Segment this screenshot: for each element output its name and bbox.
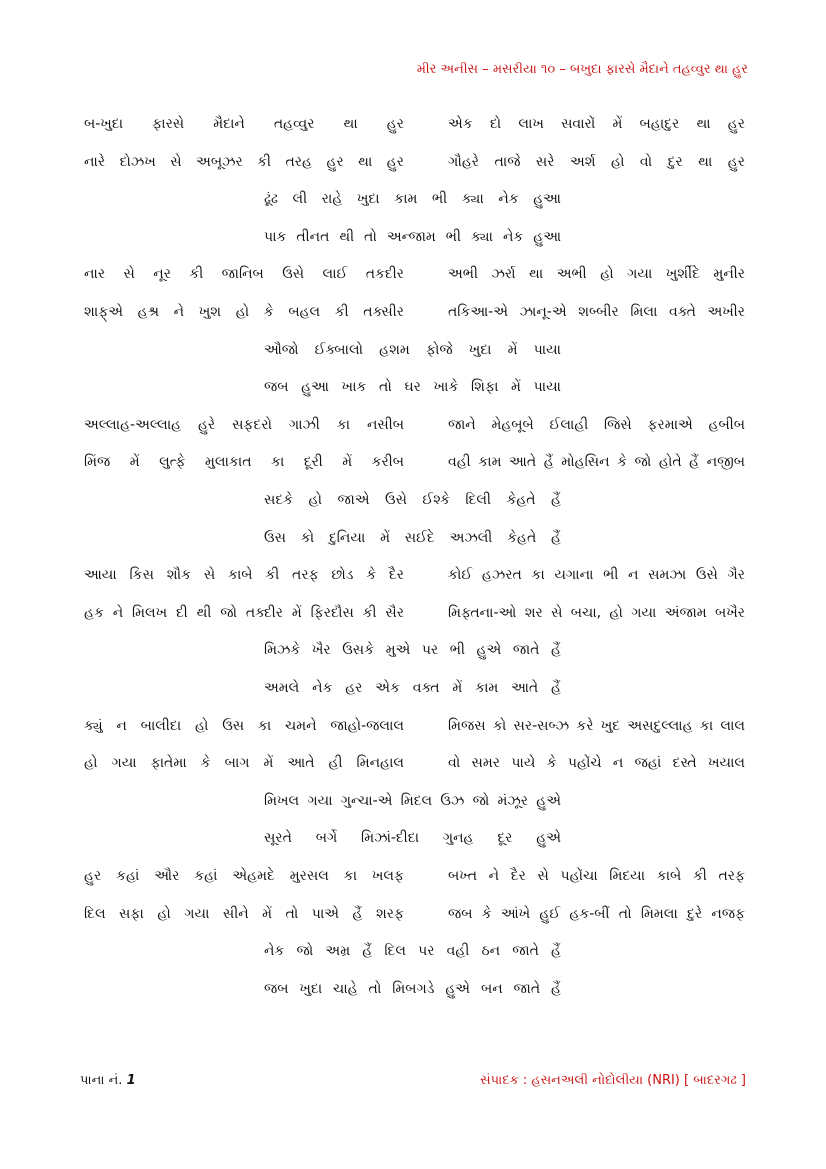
verse-right: એક દો લાખ સવારોં મેં બહાદુર થા હુર [448, 116, 745, 132]
verse-left: હો ગયા ફાતેમા કે બાગ મેં આતે હી મિનહાલ [84, 755, 404, 772]
couplet-row [0, 906, 826, 930]
refrain-row [0, 379, 826, 403]
verse-left: મિંજ મેં લુત્ફે મુલાકાત કા દૂરી મેં કરીબ [84, 454, 404, 471]
refrain-row [0, 191, 826, 215]
refrain-row [0, 229, 826, 253]
verse-center: અમલે નેક હર એક વક્ત મેં કામ આતે હૈં [264, 680, 561, 696]
verse-center: પાક તીનત થી તો અન્જામ ભી ક્યા નેક હુઆ [264, 228, 561, 245]
page-label: પાના નં. [80, 1073, 123, 1088]
refrain-row [0, 981, 826, 1005]
couplet-row [0, 567, 826, 591]
verse-left: આયા કિસ શૌક સે કાબે કી તરફ છોડ કે દૈર [84, 567, 404, 584]
verse-right: બખ્ત ને દૈર સે પહોંચા મિદયા કાબે કી તરફ [448, 868, 745, 884]
verse-center: જબ ખુદા ચાહે તો મિબગડે હુએ બન જાતે હૈં [264, 980, 561, 997]
couplet-row [0, 718, 826, 742]
editor-credit: સંપાદક : હસનઅલી નોદોલીયા (NRI) [ બાદરગઢ ] [480, 1073, 746, 1088]
refrain-row [0, 793, 826, 817]
verse-right: મિફ્તના-ઓ શર સે બચા, હો ગયા અંજામ બખૈર [448, 604, 745, 621]
refrain-row [0, 642, 826, 666]
verse-left: હક ને મિલખ દી થી જો તક્દીર મેં ફિરદૌસ કી સૈર [84, 604, 404, 621]
verse-center: નેક જો અમ્ર હૈં દિલ પર વહી ઠન જાતે હૈં [264, 943, 561, 960]
refrain-row [0, 943, 826, 967]
verse-left: અલ્લાહ-અલ્લાહ હુરે સફદરો ગાઝી કા નસીબ [84, 416, 404, 433]
refrain-row [0, 342, 826, 366]
verse-center: સદકે હો જાએ ઉસે ઈશ્કે દિલી કેહતે હૈં [264, 492, 561, 508]
verse-center: જબ હુઆ ખાક તો ઘર ખાકે શિફા મેં પાયા [264, 379, 561, 396]
couplet-row [0, 417, 826, 441]
verse-center: ઉસ કો દુનિયા મેં સઈદે અઝલી કેહતે હૈં [264, 529, 561, 546]
verse-center: ઢૂંઢ લી રાહે ખુદા કામ ભી ક્યા નેક હુઆ [264, 191, 561, 208]
page-header: મીર અનીસ – મસરીયા ૧૦ – બખુદા ફારસે મૈદાને તહવ્વુર થા હુર [416, 62, 748, 77]
couplet-row [0, 116, 826, 140]
verse-left: દિલ સફા હો ગયા સીને મેં તો પાએ હૈં શરફ [84, 905, 404, 922]
verse-right: વહી કામ આતે હૈં મોહસિન કે જો હોતે હૈં નજીબ [448, 454, 745, 471]
couplet-row [0, 605, 826, 629]
refrain-row [0, 830, 826, 854]
couplet-row [0, 154, 826, 178]
page-number-label [80, 1073, 136, 1088]
verse-right: કોઈ હઝરત કા યગાના ભી ન સમઝા ઉસે ગૈર [448, 567, 745, 584]
refrain-row [0, 530, 826, 554]
verse-right: અભી ઝર્રા થા અભી હો ગયા ખુર્શીદે મુનીર [448, 266, 745, 283]
verse-left: હુર કહાં ઔર કહાં એહમદે મુરસલ કા ખલફ [84, 868, 404, 884]
verse-right: જબ કે આંખે હુઈ હક-બીં તો મિમલા દુરે નજફ [448, 905, 745, 922]
couplet-row [0, 266, 826, 290]
verse-right: તકિઆ-એ ઝાનૂ-એ શબ્બીર મિલા વક્તે અખીર [448, 304, 745, 320]
couplet-row [0, 304, 826, 328]
refrain-row [0, 492, 826, 516]
verse-center: મિખલ ગયા ગુન્ચા-એ મિદલ ઉઝ જો મંઝૂર હુએ [264, 792, 561, 809]
verse-left: શાફ્એ હશ્ર ને ખુશ હો કે બહલ કી તક્સીર [84, 304, 404, 320]
couplet-row [0, 454, 826, 478]
couplet-row [0, 755, 826, 779]
verse-left: નાર સે નૂર કી જાનિબ ઉસે લાઈ તકદીર [84, 266, 404, 283]
verse-left: બ-ખુદા ફારસે મૈદાને તહવ્વુર થા હુર [84, 116, 404, 132]
couplet-row [0, 868, 826, 892]
verse-right: ગૌહરે તાજે સરે અર્શ હો વો દુર થા હુર [448, 153, 745, 170]
verse-right: જાને મેહબૂબે ઈલાહી જિસે ફરમાએ હબીબ [448, 416, 745, 433]
verse-left: ક્યું ન બાલીદા હો ઉસ કા ચમને જાહો-જલાલ [84, 717, 404, 734]
verse-center: ઔજો ઈક્બાલો હશમ ફોજે ખુદા મેં પાયા [264, 341, 561, 358]
refrain-row [0, 680, 826, 704]
verse-center: મિઝકે ખૈર ઉસકે મુએ પર ભી હુએ જાતે હૈં [264, 642, 561, 659]
page-number: 1 [126, 1073, 136, 1088]
verse-right: વો સમર પાયે કે પહોંચે ન જહાં દસ્તે ખયાલ [448, 755, 745, 772]
verse-right: મિજસ કો સર-સબ્ઝ કરે ખુદ અસદુલ્લાહ કા લાલ [448, 717, 745, 734]
verse-center: સૂરતે બર્ગે મિઝાં-દીદા ગુનહ દૂર હુએ [264, 830, 561, 847]
verse-left: નારે દોઝખ સે અબૂઝર કી તરહ હુર થા હુર [84, 153, 404, 170]
